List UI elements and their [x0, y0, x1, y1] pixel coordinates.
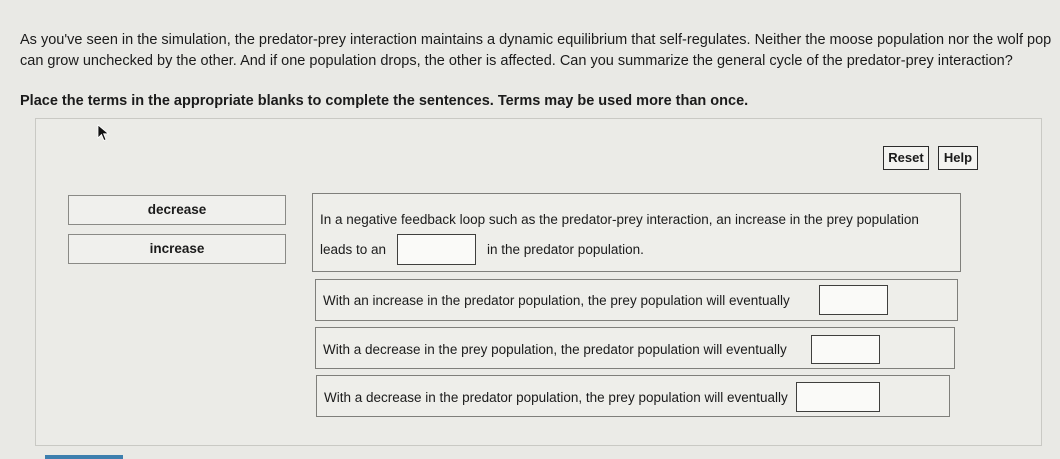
bottom-accent-bar [45, 455, 123, 459]
mouse-pointer-icon [97, 124, 111, 142]
sentence-2-box [315, 279, 958, 321]
term-decrease[interactable]: decrease [68, 195, 286, 225]
blank-1[interactable] [397, 234, 476, 265]
sentence-1-text-after-blank: in the predator population. [487, 242, 644, 257]
sentence-4-text: With a decrease in the predator population, the prey population will eventually [324, 390, 788, 405]
blank-2[interactable] [819, 285, 888, 315]
question-text [20, 30, 1060, 72]
sentence-1-box [312, 193, 961, 272]
sentence-1-text: In a negative feedback loop such as the predator-prey interaction, an increase in the prey population [320, 212, 919, 227]
blank-4[interactable] [796, 382, 880, 412]
help-button[interactable]: Help [938, 146, 978, 170]
sentence-3-text: With a decrease in the prey population, the predator population will eventually [323, 342, 787, 357]
sentence-2-text: With an increase in the predator population, the prey population will eventually [323, 293, 790, 308]
question-line-2: can grow unchecked by the other. And if one population drops, the other is affected. Can you summarize the general cycle of the predator-prey interaction? [20, 53, 1013, 69]
term-increase[interactable]: increase [68, 234, 286, 264]
blank-3[interactable] [811, 335, 880, 364]
instruction-text: Place the terms in the appropriate blanks to complete the sentences. Terms may be used more than once. [20, 93, 749, 109]
sentence-1-text-before-blank: leads to an [320, 242, 387, 257]
sentence-4-box [316, 375, 950, 417]
question-line-1: As you've seen in the simulation, the predator-prey interaction maintains a dynamic equilibrium that self-regulates. Neither the moose population nor the wolf pop [20, 32, 1052, 48]
reset-button[interactable]: Reset [883, 146, 929, 170]
sentence-3-box [315, 327, 955, 369]
